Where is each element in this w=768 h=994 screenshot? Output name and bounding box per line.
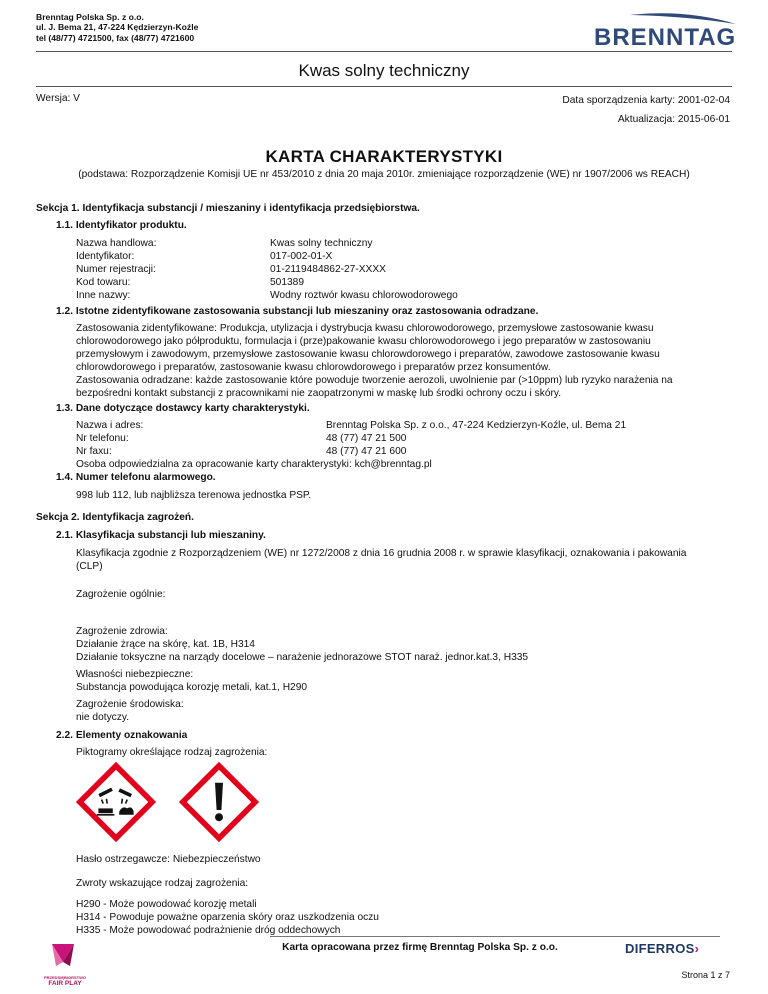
fair-play-line1: PRZEDSIĘBIORSTWO xyxy=(43,975,86,980)
text-line: (CLP) xyxy=(76,561,103,573)
kv-row xyxy=(76,263,458,276)
kv-key: Nazwa handlowa: xyxy=(76,238,157,249)
s12-text xyxy=(76,322,716,400)
kv-value: 017-002-01-X xyxy=(270,251,333,263)
text-line: Działanie żrące na skórę, kat. 1B, H314 xyxy=(76,639,255,651)
section2-heading: Sekcja 2. Identyfikacja zagrożeń. xyxy=(36,512,194,523)
logo-text: BRENNTAG xyxy=(594,24,737,50)
kv-value: Brenntag Polska Sp. z o.o., 47-224 Kedzierzyn-Koźle, ul. Bema 21 xyxy=(326,420,627,431)
signal-word: Hasło ostrzegawcze: Niebezpieczeństwo xyxy=(76,854,261,865)
s11-heading: 1.1. Identyfikator produktu. xyxy=(56,220,187,231)
clp-classification xyxy=(76,547,716,573)
text-line: Klasyfikacja zgodnie z Rozporządzeniem (WE) nr 1272/2008 z dnia 16 grudnia 2008 r. w sprawie klasyfikacji, oznakowania i pakowania xyxy=(76,548,687,559)
kv-row xyxy=(76,237,458,250)
kv-row xyxy=(76,276,458,289)
s13-heading: 1.3. Dane dotyczące dostawcy karty charakterystyki. xyxy=(56,403,310,414)
date-updated: Aktualizacja: 2015-06-01 xyxy=(617,113,730,125)
pictograms-label: Piktogramy określające rodzaj zagrożenia: xyxy=(76,747,268,758)
product-title: Kwas solny techniczny xyxy=(298,61,470,80)
kv-value: 48 (77) 47 21 500 xyxy=(326,433,407,445)
emergency-phone: 998 lub 112, lub najbliższa terenowa jednostka PSP. xyxy=(76,490,312,501)
chevron-right-icon: › xyxy=(694,941,700,956)
text-line: bezpośredni kontakt substancji z pracownikami nie zaopatrzonymi w maskę lub środki ochrony oczu i skóry. xyxy=(76,388,562,400)
section1-heading: Sekcja 1. Identyfikacja substancji / mieszaniny i identyfikacja przedsiębiorstwa. xyxy=(36,203,420,214)
hazard-statements-heading: Zwroty wskazujące rodzaj zagrożenia: xyxy=(76,878,249,889)
text-line: Zastosowania zidentyfikowane: Produkcja, utylizacja i dystrybucja kwasu chlorowodorowego, przemysłowe zastosowanie kwasu xyxy=(76,323,654,334)
kv-value: 48 (77) 47 21 600 xyxy=(326,446,407,458)
kv-value: Kwas solny techniczny xyxy=(270,238,373,249)
kv-row xyxy=(76,289,458,302)
date-created: Data sporządzenia karty: 2001-02-04 xyxy=(562,95,730,106)
kv-row xyxy=(76,432,626,445)
text-line: Własności niebezpieczne: xyxy=(76,669,194,680)
exclamation-pictogram-icon xyxy=(179,762,259,842)
fair-play-label xyxy=(36,976,94,988)
footer-text: Karta opracowana przez firmę Brenntag Polska Sp. z o.o. xyxy=(282,942,558,953)
contact-email-line: Osoba odpowiedzialna za opracowanie karty charakterystyki: kch@brenntag.pl xyxy=(76,459,432,471)
kv-key: Inne nazwy: xyxy=(76,290,131,302)
kv-value: 501389 xyxy=(270,277,304,289)
kv-row xyxy=(76,445,626,458)
kv-key: Nr faxu: xyxy=(76,446,112,458)
health-hazards xyxy=(76,625,716,664)
header-divider xyxy=(36,51,732,52)
fair-play-line2: FAIR PLAY xyxy=(48,980,82,988)
kv-key: Kod towaru: xyxy=(76,277,131,289)
company-name: Brenntag Polska Sp. z o.o. xyxy=(36,12,144,22)
s21-heading: 2.1. Klasyfikacja substancji lub mieszaniny. xyxy=(56,530,266,541)
supplier-details xyxy=(76,419,626,471)
diferros-text: DIFERROS xyxy=(625,941,695,956)
text-line: Substancja powodująca korozję metali, kat.1, H290 xyxy=(76,682,308,694)
kv-value: Wodny roztwór kwasu chlorowodorowego xyxy=(270,290,458,302)
company-address xyxy=(36,12,198,43)
company-street: ul. J. Bema 21, 47-224 Kędzierzyn-Koźle xyxy=(36,22,199,33)
h314-statement: H314 - Powoduje poważne oparzenia skóry oraz uszkodzenia oczu xyxy=(76,912,379,924)
text-line: Zagrożenie zdrowia: xyxy=(76,626,168,637)
page-number: Strona 1 z 7 xyxy=(681,970,730,980)
kv-key: Nazwa i adres: xyxy=(76,420,144,431)
physical-hazards xyxy=(76,668,716,694)
kv-key: Identyfikator: xyxy=(76,251,135,263)
corrosion-pictogram-icon xyxy=(76,762,156,842)
s22-heading: 2.2. Elementy oznakowania xyxy=(56,730,188,741)
kv-key: Numer rejestracji: xyxy=(76,264,156,276)
h290-statement: H290 - Może powodować korozję metali xyxy=(76,899,257,910)
environment-hazards xyxy=(76,698,716,724)
company-phone: tel (48/77) 4721500, fax (48/77) 4721600 xyxy=(36,32,195,43)
document-title: KARTA CHARAKTERYSTYKI xyxy=(265,147,503,166)
text-line: nie dotyczy. xyxy=(76,712,130,724)
footer-divider xyxy=(270,936,720,937)
dates xyxy=(562,92,730,130)
version: Wersja: V xyxy=(36,93,80,104)
kv-row xyxy=(76,250,458,263)
kv-key: Nr telefonu: xyxy=(76,433,129,445)
diferros-logo xyxy=(625,941,699,958)
h335-statement: H335 - Może powodować podrażnienie dróg oddechowych xyxy=(76,925,341,937)
kv-row xyxy=(76,419,626,432)
product-identifiers xyxy=(76,237,458,302)
text-line: chlorowodorowego jako półproduktu, formulacja i (prze)pakowanie kwasu chlorowodorowego i jego preparatów w zastosowaniu xyxy=(76,336,651,348)
title-divider xyxy=(36,86,732,87)
legal-basis: (podstawa: Rozporządzenie Komisji UE nr 453/2010 z dnia 20 maja 2010r. zmieniające rozporządzenie (WE) nr 1907/2006 ws REACH) xyxy=(78,169,690,180)
kv-value: 01-2119484862-27-XXXX xyxy=(270,264,386,276)
general-hazard: Zagrożenie ogólnie: xyxy=(76,589,166,600)
text-line: chlorowdorowego i preparatów, zastosowanie kwasu chlorowdorowego i preparatów przez konsumentów. xyxy=(76,362,551,374)
brenntag-logo xyxy=(590,12,740,50)
text-line: Zagrożenie środowiska: xyxy=(76,699,184,710)
hazard-statements xyxy=(76,898,716,937)
text-line: Działanie toksyczne na narządy docelowe – narażenie jednorazowe STOT naraż. jednor.kat.3, H335 xyxy=(76,652,529,664)
text-line: przemysłowym i zawodowym, przemysłowe zastosowanie kwasu chlorowdorowego i preparatów, zawodowe zastosowanie kwasu xyxy=(76,349,660,361)
s14-heading: 1.4. Numer telefonu alarmowego. xyxy=(56,472,216,483)
s12-heading: 1.2. Istotne zidentyfikowane zastosowania substancji lub mieszaniny oraz zastosowania odradzane. xyxy=(56,306,539,317)
text-line: Zastosowania odradzane: każde zastosowanie które powoduje tworzenie aerozoli, uwolnienie par (>10ppm) lub ryzyko narażenia na xyxy=(76,375,673,387)
